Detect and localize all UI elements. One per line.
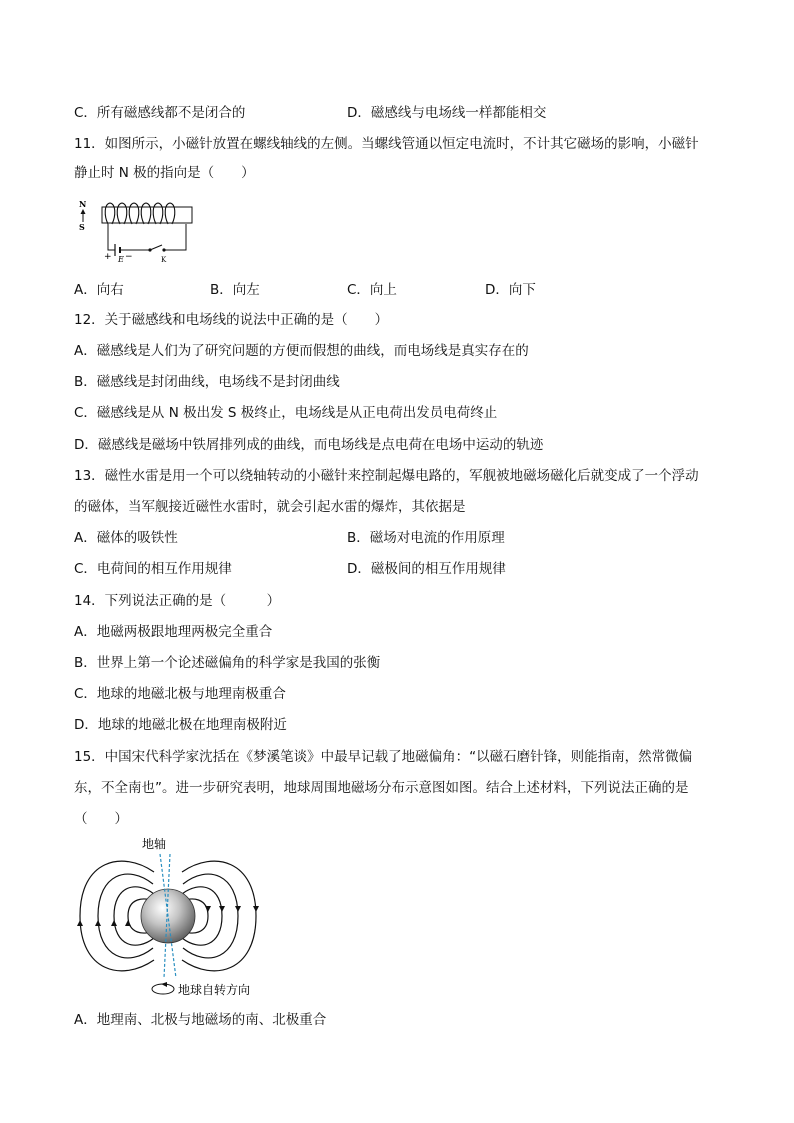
q11-option-c: C．向上 [347, 282, 397, 298]
battery-minus-sign: − [125, 252, 133, 262]
q13-option-b: B．磁场对电流的作用原理 [347, 530, 505, 546]
earth-magnetic-field-diagram [68, 832, 268, 1002]
circuit-wire-left [108, 224, 112, 250]
q13-option-c: C．电荷间的相互作用规律 [74, 561, 232, 577]
compass-s-label: S [79, 222, 85, 232]
circuit-wire-right [164, 224, 186, 250]
rotation-direction-ellipse [152, 984, 174, 994]
q14-option-c: C．地球的地磁北极与地理南极重合 [74, 686, 286, 702]
switch-lever [150, 245, 162, 250]
switch-contact [162, 248, 165, 251]
solenoid-core [102, 207, 192, 223]
q13-stem-line1: 13．磁性水雷是用一个可以绕轴转动的小磁针来控制起爆电路的，军舰被地磁场磁化后就变成了一个浮动 [74, 468, 699, 484]
q11-stem-line1: 11．如图所示，小磁针放置在螺线轴线的左侧。当螺线管通以恒定电流时，不计其它磁场的影响，小磁针 [74, 136, 699, 152]
battery-e-label: E [118, 255, 124, 264]
q14-option-d: D．地球的地磁北极在地理南极附近 [74, 717, 287, 733]
q14-option-b: B．世界上第一个论述磁偏角的科学家是我国的张衡 [74, 655, 381, 671]
q15-stem-line2: 东，不全南也”。进一步研究表明，地球周围地磁场分布示意图如图。结合上述材料，下列说法正确的是 [74, 780, 689, 796]
q12-stem: 12．关于磁感线和电场线的说法中正确的是（ ） [74, 312, 389, 328]
q12-option-c: C．磁感线是从 N 极出发 S 极终止，电场线是从正电荷出发员电荷终止 [74, 405, 498, 421]
q10-option-d: D．磁感线与电场线一样都能相交 [347, 105, 547, 121]
q15-stem-line1: 15．中国宋代科学家沈括在《梦溪笔谈》中最早记载了地磁偏角：“以磁石磨针锋，则能指南，然常微偏 [74, 749, 693, 765]
q12-option-b: B．磁感线是封闭曲线，电场线不是封闭曲线 [74, 374, 340, 390]
rotation-direction-label: 地球自转方向 [178, 983, 251, 997]
q11-option-d: D．向下 [485, 282, 536, 298]
q11-stem-line2: 静止时 N 极的指向是（ ） [74, 165, 255, 181]
q10-option-c: C．所有磁感线都不是闭合的 [74, 105, 246, 121]
q12-option-d: D．磁感线是磁场中铁屑排列成的曲线，而电场线是点电荷在电场中运动的轨迹 [74, 437, 544, 453]
compass-n-label: N [79, 199, 87, 209]
q15-stem-line3: （ ） [74, 811, 128, 827]
q15-option-a: A．地理南、北极与地磁场的南、北极重合 [74, 1012, 327, 1028]
q13-option-d: D．磁极间的相互作用规律 [347, 561, 506, 577]
q11-option-b: B．向左 [210, 282, 260, 298]
q11-solenoid-figure [74, 198, 204, 264]
q12-option-a: A．磁感线是人们为了研究问题的方便而假想的曲线，而电场线是真实存在的 [74, 343, 529, 359]
q14-option-a: A．地磁两极跟地理两极完全重合 [74, 624, 273, 640]
earth-axis-label: 地轴 [142, 837, 167, 851]
solenoid-circuit-diagram [74, 198, 204, 264]
solenoid-coils [105, 203, 175, 224]
q13-option-a: A．磁体的吸铁性 [74, 530, 178, 546]
compass-needle-tip [81, 209, 86, 214]
q14-stem: 14．下列说法正确的是（ ） [74, 593, 281, 609]
q15-geomagnetic-figure [68, 832, 268, 1002]
q13-stem-line2: 的磁体，当军舰接近磁性水雷时，就会引起水雷的爆炸，其依据是 [74, 499, 466, 515]
q11-option-a: A．向右 [74, 282, 124, 298]
switch-k-label: K [161, 256, 167, 264]
battery-plus-sign: + [104, 252, 112, 262]
